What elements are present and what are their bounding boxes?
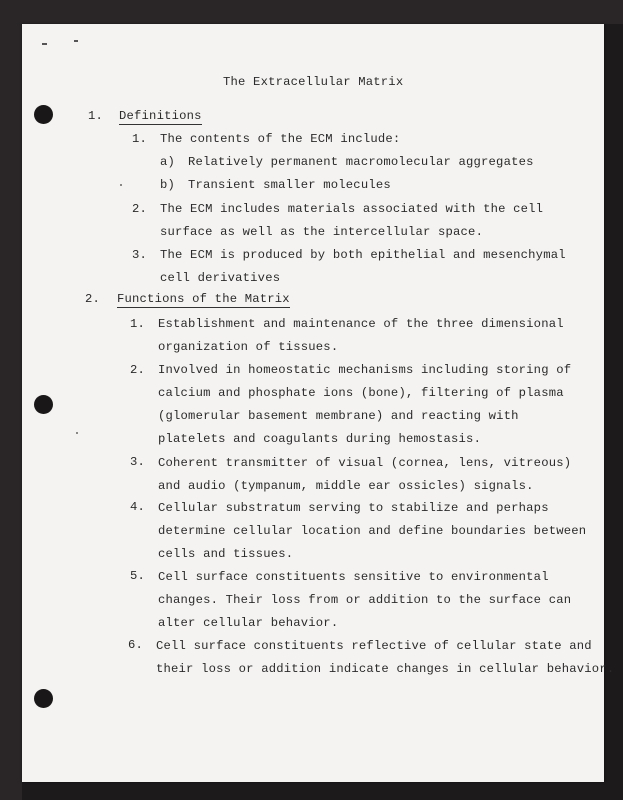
section-number: 1.	[88, 109, 104, 123]
scan-edge-bottom	[22, 782, 623, 800]
item-line: The ECM is produced by both epithelial and mesenchymal	[160, 248, 566, 262]
item-line: The ECM includes materials associated with the cell	[160, 202, 544, 216]
scan-edge-right	[604, 24, 623, 800]
item-number: 5.	[130, 569, 146, 583]
document-page	[22, 24, 615, 782]
item-line: Cellular substratum serving to stabilize and perhaps	[158, 501, 549, 515]
stray-mark	[42, 43, 47, 45]
item-line: surface as well as the intercellular space.	[160, 225, 484, 239]
item-number: 1.	[132, 132, 148, 146]
item-number: 6.	[128, 638, 144, 652]
item-line: Establishment and maintenance of the three dimensional	[158, 317, 564, 331]
punch-hole	[34, 105, 53, 124]
item-number: 3.	[132, 248, 148, 262]
item-line: changes. Their loss from or addition to the surface can	[158, 593, 572, 607]
punch-hole	[34, 689, 53, 708]
section-heading: Functions of the Matrix	[117, 292, 290, 306]
item-line: Relatively permanent macromolecular aggregates	[188, 155, 534, 169]
speck	[76, 432, 78, 434]
sub-item-letter: b)	[160, 178, 176, 192]
item-number: 3.	[130, 455, 146, 469]
document-title: The Extracellular Matrix	[223, 75, 404, 89]
item-line: The contents of the ECM include:	[160, 132, 401, 146]
item-line: Cell surface constituents reflective of cellular state and	[156, 639, 592, 653]
item-line: organization of tissues.	[158, 340, 339, 354]
item-line: alter cellular behavior.	[158, 616, 339, 630]
section-number: 2.	[85, 292, 101, 306]
section-heading: Definitions	[119, 109, 202, 123]
item-line: Cell surface constituents sensitive to environmental	[158, 570, 549, 584]
speck	[120, 184, 122, 186]
item-line: Transient smaller molecules	[188, 178, 391, 192]
item-line: (glomerular basement membrane) and reacting with	[158, 409, 519, 423]
item-line: cells and tissues.	[158, 547, 294, 561]
item-line: calcium and phosphate ions (bone), filtering of plasma	[158, 386, 564, 400]
item-number: 2.	[132, 202, 148, 216]
item-line: platelets and coagulants during hemostasis.	[158, 432, 482, 446]
sub-item-letter: a)	[160, 155, 176, 169]
stray-mark	[74, 40, 78, 42]
punch-hole	[34, 395, 53, 414]
item-number: 4.	[130, 500, 146, 514]
item-line: Coherent transmitter of visual (cornea, lens, vitreous)	[158, 456, 572, 470]
item-line: their loss or addition indicate changes in cellular behavior.	[156, 662, 615, 676]
item-line: and audio (tympanum, middle ear ossicles) signals.	[158, 479, 534, 493]
item-line: cell derivatives	[160, 271, 281, 285]
item-number: 2.	[130, 363, 146, 377]
item-number: 1.	[130, 317, 146, 331]
item-line: Involved in homeostatic mechanisms including storing of	[158, 363, 572, 377]
item-line: determine cellular location and define boundaries between	[158, 524, 587, 538]
